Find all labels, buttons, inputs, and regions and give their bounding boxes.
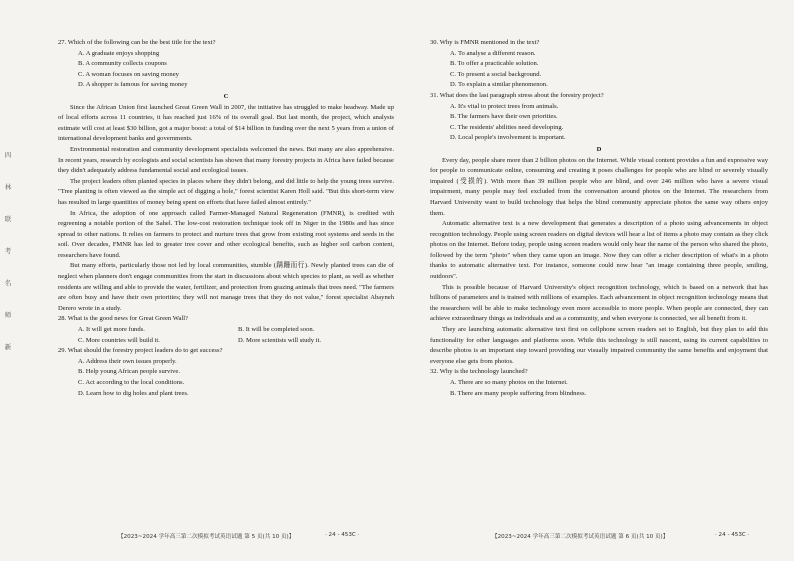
- passage-d-paragraph: Automatic alternative text is a new development that generates a description of a photo using advancements in object recognition technology. People using screen readers on digital devices will hear a list of items a photo may contain as they click photos on the Internet. Before today, people using screen readers would only hear the name of the person who shared the photo, followed by the term "photo" when they came upon an image. Now they can offer a richer description of what's in a photo thanks to automatic alternative text. For instance, someone could now hear "an image containing three people, smiling, outdoors".: [430, 220, 768, 281]
- footer-left-title: 【2023~2024 学年高三第二次模拟考试英语试题 第 5 页(共 10 页)】: [118, 534, 295, 540]
- footer-right-title: 【2023~2024 学年高三第二次模拟考试英语试题 第 6 页(共 10 页)】: [492, 534, 669, 540]
- question-28-option: A. It will get more funds.: [78, 326, 145, 334]
- question-32-stem: 32. Why is the technology launched?: [430, 368, 528, 376]
- question-31-stem: 31. What does the last paragraph stress about the forestry project?: [430, 91, 604, 99]
- side-label: 新: [4, 343, 12, 351]
- question-31-option: C. The residents' abilities need developing.: [450, 123, 564, 131]
- side-label: 名: [4, 279, 12, 287]
- question-29-option: A. Address their own issues properly.: [78, 357, 177, 365]
- question-29-stem: 29. What should the forestry project leaders do to get success?: [58, 347, 223, 355]
- side-label: 林: [4, 183, 12, 191]
- left-column: [58, 38, 394, 399]
- footer-right-code: · 24 - 453C ·: [715, 532, 750, 538]
- question-28-option: C. More countries will build it.: [78, 336, 160, 344]
- question-28-option: B. It will be completed soon.: [238, 326, 315, 334]
- question-27-option: B. A community collects coupons: [78, 60, 167, 68]
- passage-c-paragraph: But many efforts, particularly those not led by local communities, stumble (蹒跚而行). Newly planted trees can die of neglect when planners don't engage communities from the start in discussions about which species to plant, as well as whether residents are willing and able to provide the water, fertilizer, and protection from grazing animals that trees need. "The farmers are often busy and have their own priorities; they will not manage trees that they do not value," forest specialist Abayneh Derero wrote in a study.: [58, 262, 394, 312]
- question-30-option: D. To explain a similar phenomenon.: [450, 81, 548, 89]
- question-30-stem: 30. Why is FMNR mentioned in the text?: [430, 39, 540, 46]
- question-29-option: D. Learn how to dig holes and plant trees.: [78, 389, 189, 397]
- passage-c-paragraph: Environmental restoration and community development specialists welcomed the news. But many are also apprehensive. In recent years, research by ecologists and social scientists has shown that many forestry projects in Africa have failed because they didn't adequately address fundamental social and ecological issues.: [58, 145, 394, 175]
- question-28-options-row: [78, 336, 394, 347]
- passage-c-paragraph: The project leaders often planted species in places where they didn't belong, and did little to help the young trees survive. "Tree planting is often viewed as the simple act of digging a hole," forest scientist Karen Holl said. "But this short-term view has resulted in large quantities of money being spent on efforts that have failed almost entirely.": [58, 177, 394, 206]
- question-30-option: A. To analyse a different reason.: [450, 49, 536, 57]
- question-32-option: A. There are so many photos on the Internet.: [450, 379, 568, 386]
- question-31-option: B. The farmers have their own priorities.: [450, 113, 558, 121]
- side-label: 联: [4, 215, 12, 223]
- section-c-heading: C: [223, 92, 229, 100]
- question-28-option: D. More scientists will study it.: [238, 336, 321, 344]
- question-31-option: A. It's vital to protect trees from animals.: [450, 102, 559, 110]
- side-label: 师: [4, 311, 12, 319]
- question-30-option: B. To offer a practicable solution.: [450, 60, 539, 68]
- question-29-option: B. Help young African people survive.: [78, 368, 180, 376]
- question-28-stem: 28. What is the good news for Great Green Wall?: [58, 315, 188, 323]
- passage-d-paragraph: This is possible because of Harvard University's object recognition technology, which is based on a network that has billions of parameters and is trained with millions of examples. Each advancement in object recognition technology means that the researchers will be able to make technology even more accessible to more people. When people are connected, they can achieve extraordinary things as individuals and as a community, and when everyone is connected, we all benefit from it.: [430, 283, 768, 323]
- binding-margin-labels: [2, 150, 14, 374]
- question-31-option: D. Local people's involvement is important.: [450, 134, 566, 142]
- passage-c-paragraph: In Africa, the adoption of one approach called Farmer-Managed Natural Regeneration (FMNR), is credited with regreening a notable portion of the Sahel. The low-cost restoration technique took off in Niger in the 1980s and has since spread to other nations. It relies on farmers to protect and nurture trees that grow from existing root systems and seeds in the soil. Over decades, FMNR has led to greater tree cover and other ecological benefits, such as higher soil carbon content, researchers have found.: [58, 209, 394, 259]
- question-27-stem: 27. Which of the following can be the best title for the text?: [58, 39, 216, 46]
- right-column: [430, 38, 768, 399]
- side-label: 考: [4, 247, 12, 255]
- question-27-option: A. A graduate enjoys shopping: [78, 49, 160, 57]
- passage-c-paragraph: Since the African Union first launched Great Green Wall in 2007, the initiative has struggled to make headway. Made up of local efforts across 11 countries, it has reached just 16% of its overall goal. But last month, the project, which analysts estimate will cost at least $30 billion, got a major boost: a total of $14 billion in funding over the next 5 years from a union of international development banks and governments.: [58, 103, 394, 143]
- question-30-option: C. To present a social background.: [450, 70, 542, 78]
- question-32-option: B. There are many people suffering from blindness.: [450, 389, 587, 397]
- question-27-option: C. A woman focuses on saving money: [78, 70, 179, 78]
- question-29-option: C. Act according to the local conditions.: [78, 379, 185, 386]
- question-28-options-row: [78, 325, 394, 336]
- passage-d-paragraph: Every day, people share more than 2 billion photos on the Internet. While visual content provides a fun and expressive way for people to communicate online, consuming and creating it poses challenges for people who are blind or severely visually impaired (受损的). With more than 39 million people who are blind, and over 246 million who have a severe visual impairment, many people may feel excluded from the conversation around photos on the Internet. The researchers from Harvard University want to build technology that helps the blind community appreciate photos the same way others enjoy them.: [430, 156, 768, 217]
- footer-left-code: · 24 - 453C ·: [325, 532, 360, 538]
- question-27-option: D. A shopper is famous for saving money: [78, 81, 188, 89]
- passage-d-paragraph: They are launching automatic alternative text first on cellphone screen readers set to English, but they plan to add this functionality for other languages and platforms soon. While this technology is still nascent, using its current capabilities to describe photos is an important step toward providing our visually impaired community the same benefits and enjoyment that everyone else gets from photos.: [430, 326, 768, 365]
- side-label: 四: [4, 151, 12, 159]
- section-d-heading: D: [596, 145, 602, 153]
